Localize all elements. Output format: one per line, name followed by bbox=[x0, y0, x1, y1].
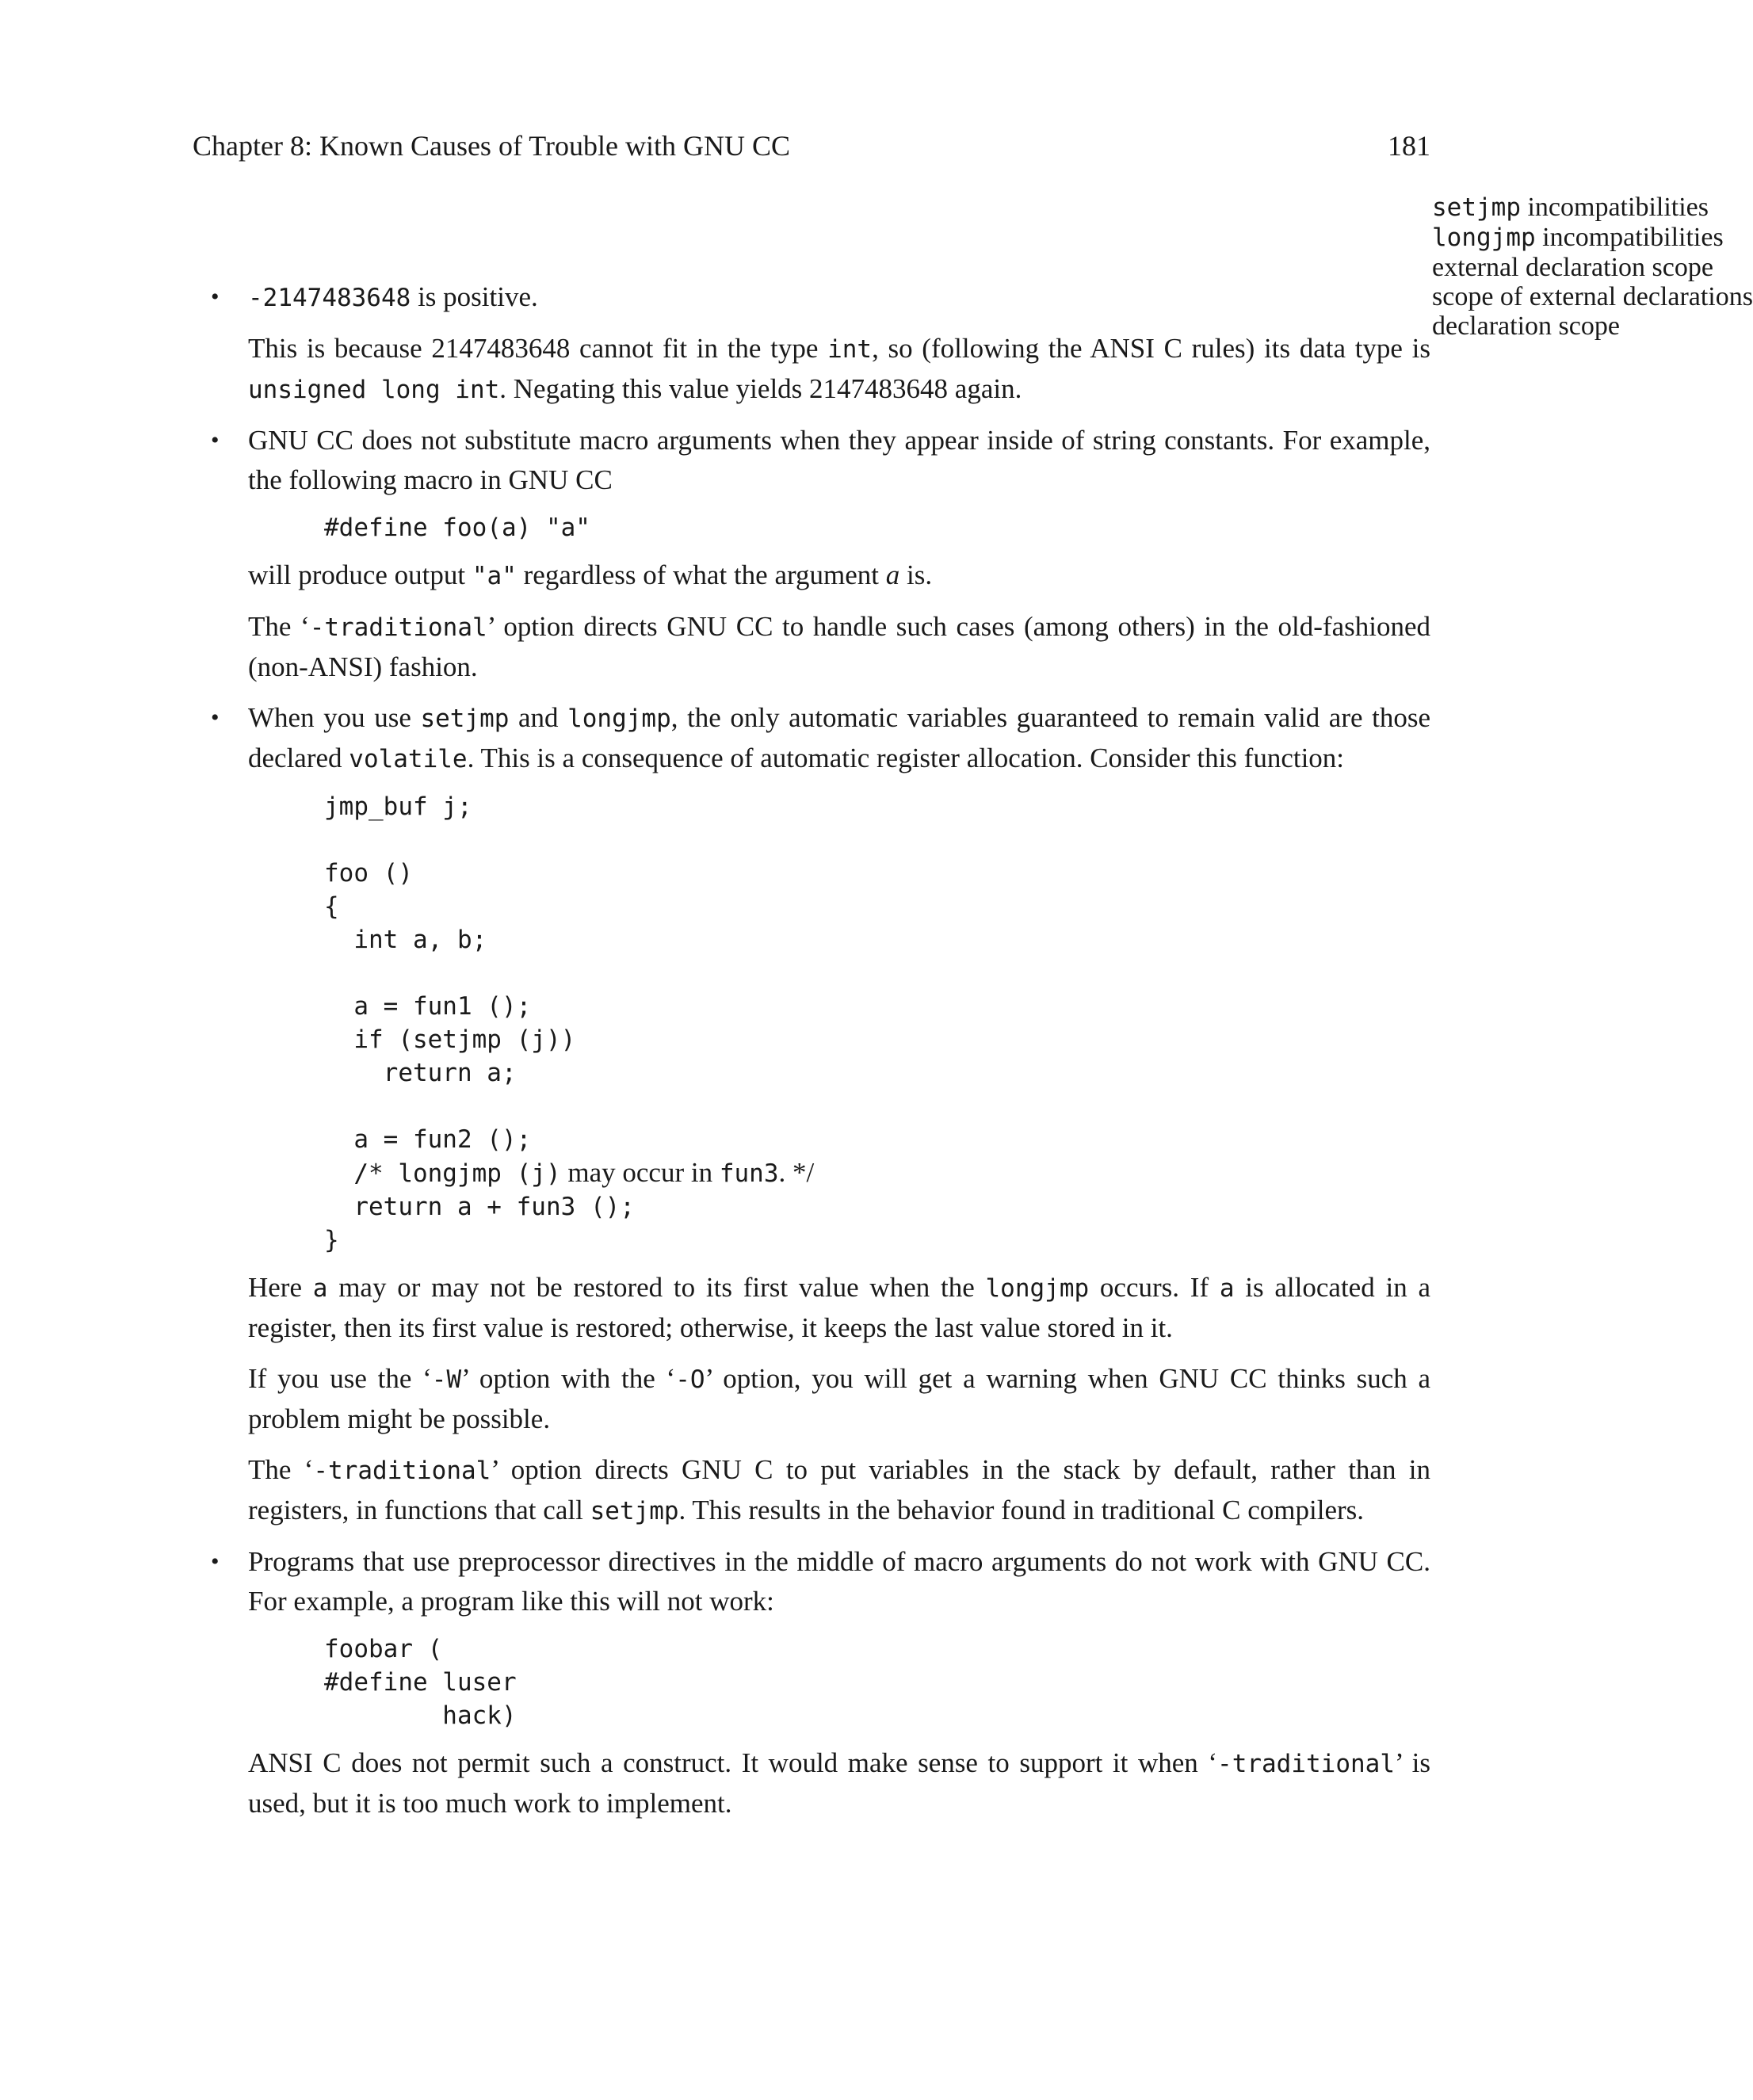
text: If you use the ‘ bbox=[248, 1363, 432, 1394]
index-code: setjmp bbox=[1432, 193, 1521, 222]
inline-code: a bbox=[312, 1274, 328, 1303]
code-block: foobar ( #define luser hack) bbox=[324, 1635, 517, 1730]
margin-index-entry bbox=[1432, 223, 1724, 253]
code-text: return a + fun3 (); } bbox=[324, 1193, 635, 1254]
text: ’ is used, but it is too much work to implement. bbox=[248, 1747, 1430, 1819]
argument-name: a bbox=[885, 559, 900, 590]
text: is. bbox=[899, 559, 933, 590]
bullet: • bbox=[211, 427, 220, 453]
list-item bbox=[193, 698, 1430, 1531]
inline-code: -traditional bbox=[309, 613, 487, 642]
page-number: 181 bbox=[1388, 130, 1430, 162]
list-item bbox=[193, 421, 1430, 687]
index-code: longjmp bbox=[1432, 223, 1536, 252]
text: occurs. If bbox=[1089, 1272, 1220, 1303]
inline-code: longjmp bbox=[567, 704, 671, 733]
text: The ‘ bbox=[248, 611, 310, 642]
index-text: incompatibilities bbox=[1520, 193, 1709, 222]
text: The ‘ bbox=[248, 1454, 314, 1485]
text: regardless of what the argument bbox=[516, 559, 886, 590]
text: Here bbox=[248, 1272, 313, 1303]
inline-code: -traditional bbox=[313, 1457, 491, 1485]
text: ’ option with the ‘ bbox=[461, 1363, 676, 1394]
page-body bbox=[193, 277, 1430, 1835]
index-text: declaration scope bbox=[1432, 311, 1620, 341]
paragraph: GNU CC does not substitute macro arguments when they appear inside of string constants. For example, the following macro in GNU CC bbox=[248, 425, 1430, 495]
inline-code: -2147483648 bbox=[248, 284, 411, 312]
inline-code: setjmp bbox=[420, 704, 510, 733]
chapter-title: Chapter 8: Known Causes of Trouble with GNU CC bbox=[193, 130, 790, 162]
index-text: scope of external declarations bbox=[1432, 282, 1753, 311]
margin-index-entry bbox=[1432, 253, 1713, 282]
index-text: external declaration scope bbox=[1432, 253, 1713, 282]
code-text: fun3 bbox=[719, 1159, 779, 1188]
bullet: • bbox=[211, 284, 220, 310]
text: may or may not be restored to its first value when the bbox=[327, 1272, 986, 1303]
text: . This results in the behavior found in traditional C compilers. bbox=[678, 1495, 1365, 1525]
paragraph bbox=[248, 698, 1430, 779]
inline-code: volatile bbox=[349, 745, 468, 773]
paragraph bbox=[248, 1743, 1430, 1823]
code-comment-text: . */ bbox=[778, 1157, 815, 1188]
text: and bbox=[509, 702, 568, 733]
paragraph bbox=[248, 277, 1430, 318]
inline-code: unsigned long int bbox=[248, 376, 500, 404]
paragraph bbox=[248, 607, 1430, 687]
text: When you use bbox=[248, 702, 421, 733]
paragraph bbox=[248, 556, 1430, 596]
paragraph bbox=[248, 1268, 1430, 1348]
text: ’ option directs GNU CC to handle such cases (among others) in the old-fashioned (non-ANSI) fashion. bbox=[248, 611, 1430, 682]
inline-code: setjmp bbox=[590, 1497, 679, 1525]
paragraph bbox=[248, 1359, 1430, 1439]
inline-code: int bbox=[827, 335, 873, 364]
margin-index-entry bbox=[1432, 282, 1753, 311]
text: ANSI C does not permit such a construct. It would make sense to support it when ‘ bbox=[248, 1747, 1218, 1778]
text: , so (following the ANSI C rules) its data type is bbox=[872, 333, 1430, 364]
text: This is because 2147483648 cannot fit in the type bbox=[248, 333, 828, 364]
text: . This is a consequence of automatic register allocation. Consider this function: bbox=[467, 743, 1345, 773]
code-block bbox=[324, 790, 1430, 1257]
paragraph bbox=[248, 1450, 1430, 1531]
inline-code: -W bbox=[431, 1365, 462, 1394]
bullet: • bbox=[211, 704, 220, 731]
text: . Negating this value yields 2147483648 again. bbox=[499, 373, 1022, 404]
paragraph bbox=[248, 329, 1430, 410]
margin-index-entry bbox=[1432, 193, 1709, 223]
text: ’ option, you will get a warning when GNU CC thinks such a problem might be possible. bbox=[248, 1363, 1430, 1434]
code-block: #define foo(a) "a" bbox=[324, 514, 590, 542]
text: , the only automatic variables guaranteed to remain valid are those declared bbox=[248, 702, 1430, 773]
paragraph: Programs that use preprocessor directives in the middle of macro arguments do not work with GNU CC. For example, a program like this will not work: bbox=[248, 1546, 1430, 1617]
text: ’ option directs GNU C to put variables in the stack by default, rather than in registers, in functions that call bbox=[248, 1454, 1430, 1525]
inline-code: a bbox=[1219, 1274, 1235, 1303]
bullet: • bbox=[211, 1548, 220, 1575]
inline-code: -O bbox=[675, 1365, 705, 1394]
code-text: jmp_buf j; foo () { int a, b; a = fun1 (); if (setjmp (j)) return a; a = fun2 (); /* longjmp (j) bbox=[324, 792, 576, 1188]
page-header bbox=[193, 125, 1430, 166]
margin-index-entry bbox=[1432, 311, 1623, 341]
text: is allocated in a register, then its first value is restored; otherwise, it keeps the last value stored in it. bbox=[248, 1272, 1430, 1343]
list-item bbox=[193, 277, 1430, 410]
index-text: incompatibilities bbox=[1535, 223, 1724, 252]
code-comment-text: may occur in bbox=[560, 1157, 720, 1188]
inline-code: longjmp bbox=[985, 1274, 1090, 1303]
inline-code: "a" bbox=[472, 562, 517, 590]
list-item bbox=[193, 1542, 1430, 1823]
inline-code: -traditional bbox=[1217, 1750, 1395, 1778]
text: is positive. bbox=[411, 281, 538, 312]
margin-index bbox=[1432, 193, 1753, 341]
text: will produce output bbox=[248, 559, 472, 590]
